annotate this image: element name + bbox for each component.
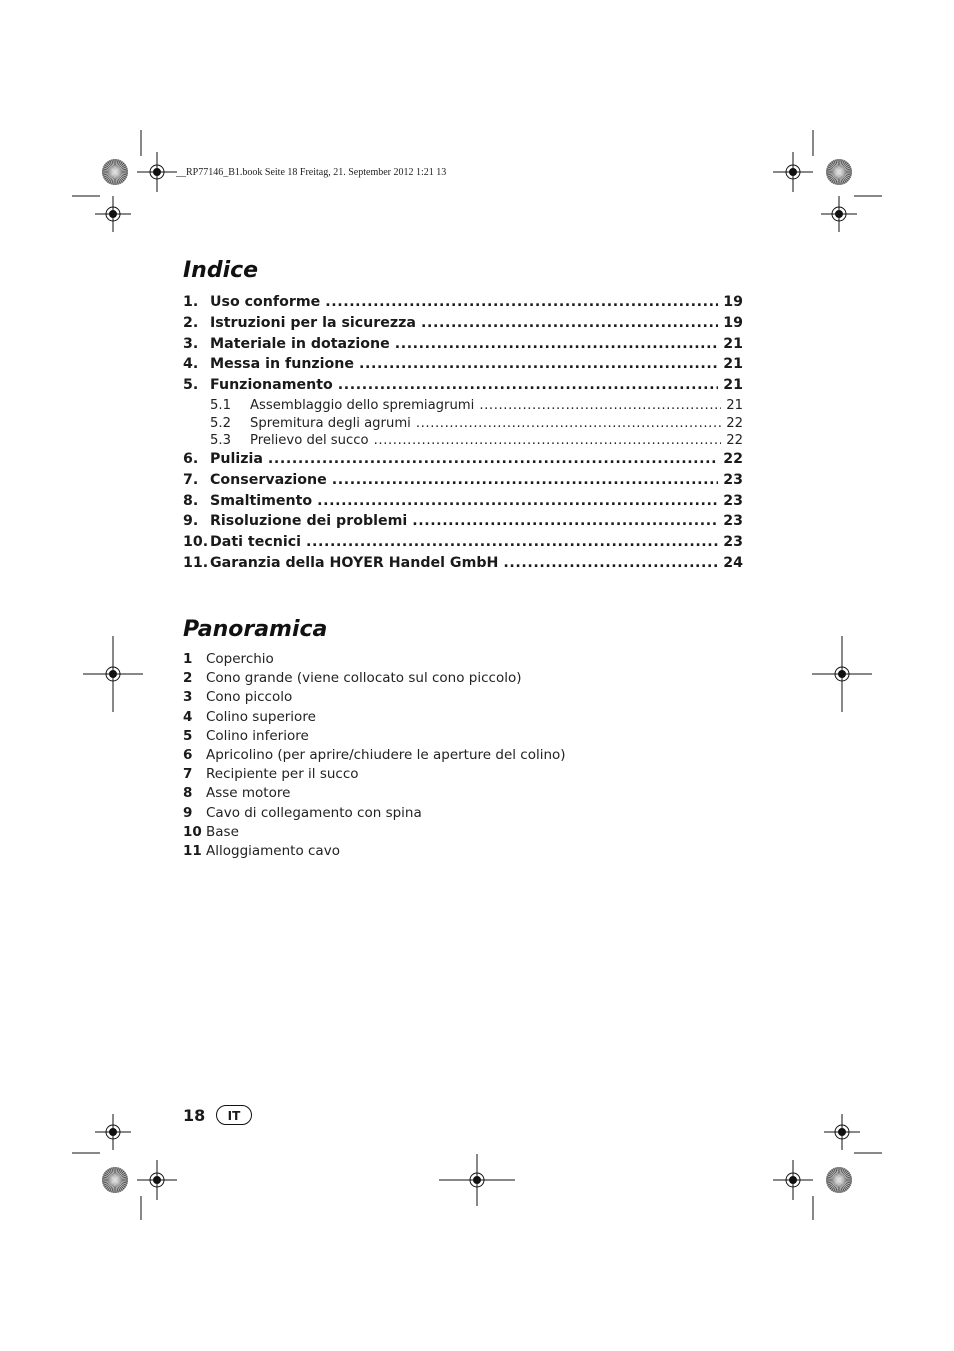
registration-crosshair <box>821 196 857 232</box>
list-item: 7 Recipiente per il succo <box>183 766 359 783</box>
toc-entry[interactable]: 3. Materiale in dotazione ..... 21 <box>183 336 743 357</box>
list-item: 4 Colino superiore <box>183 708 316 725</box>
registration-rosette <box>102 1167 128 1193</box>
language-badge: IT <box>216 1105 252 1125</box>
overview-heading: Panoramica <box>183 617 328 642</box>
toc-entry[interactable]: 6. Pulizia ..... 22 <box>183 451 743 472</box>
toc-entry[interactable]: 1. Uso conforme ..... 19 <box>183 294 743 315</box>
list-item: 6 Apricolino (per aprire/chiudere le aperture del colino) <box>183 746 566 763</box>
toc-entry[interactable]: 9. Risoluzione dei problemi ..... 23 <box>183 513 743 534</box>
registration-crosshair <box>83 636 143 712</box>
print-header: __RP77146_B1.book Seite 18 Freitag, 21. September 2012 1:21 13 <box>176 167 447 178</box>
toc-subentry[interactable]: 5.2 Spremitura degli agrumi ..... 22 <box>183 416 743 434</box>
registration-crosshair <box>137 1160 177 1200</box>
registration-crosshair <box>95 1114 131 1150</box>
toc-entry[interactable]: 7. Conservazione ..... 23 <box>183 472 743 493</box>
list-item: 5 Colino inferiore <box>183 727 309 744</box>
registration-crosshair <box>137 152 177 192</box>
page-number: 18 <box>183 1106 206 1125</box>
toc-entry[interactable]: 2. Istruzioni per la sicurezza ..... 19 <box>183 315 743 336</box>
registration-rosette <box>826 1167 852 1193</box>
toc-entry[interactable]: 5. Funzionamento ..... 21 <box>183 377 743 398</box>
registration-crosshair <box>812 636 872 712</box>
toc-entry[interactable]: 11. Garanzia della HOYER Handel GmbH ..... 24 <box>183 555 743 576</box>
toc-entry[interactable]: 10. Dati tecnici ..... 23 <box>183 534 743 555</box>
toc-entry[interactable]: 4. Messa in funzione ..... 21 <box>183 356 743 377</box>
list-item: 8 Asse motore <box>183 785 291 802</box>
registration-crosshair <box>773 152 813 192</box>
toc-subentry[interactable]: 5.3 Prelievo del succo ..... 22 <box>183 433 743 451</box>
list-item: 2 Cono grande (viene collocato sul cono piccolo) <box>183 670 522 687</box>
parts-overview-list <box>183 651 743 862</box>
table-of-contents <box>183 294 743 576</box>
index-heading: Indice <box>183 258 259 283</box>
registration-rosette <box>102 159 128 185</box>
registration-crosshair <box>439 1154 515 1206</box>
registration-rosette <box>826 159 852 185</box>
registration-crosshair <box>824 1114 860 1150</box>
list-item: 1 Coperchio <box>183 651 274 667</box>
list-item: 10 Base <box>183 823 239 840</box>
list-item: 9 Cavo di collegamento con spina <box>183 804 422 821</box>
registration-crosshair <box>95 196 131 232</box>
toc-subentry[interactable]: 5.1 Assemblaggio dello spremiagrumi ..... 21 <box>183 398 743 416</box>
registration-crosshair <box>773 1160 813 1200</box>
toc-entry[interactable]: 8. Smaltimento ..... 23 <box>183 493 743 514</box>
list-item: 3 Cono piccolo <box>183 689 293 706</box>
list-item: 11 Alloggiamento cavo <box>183 842 340 859</box>
